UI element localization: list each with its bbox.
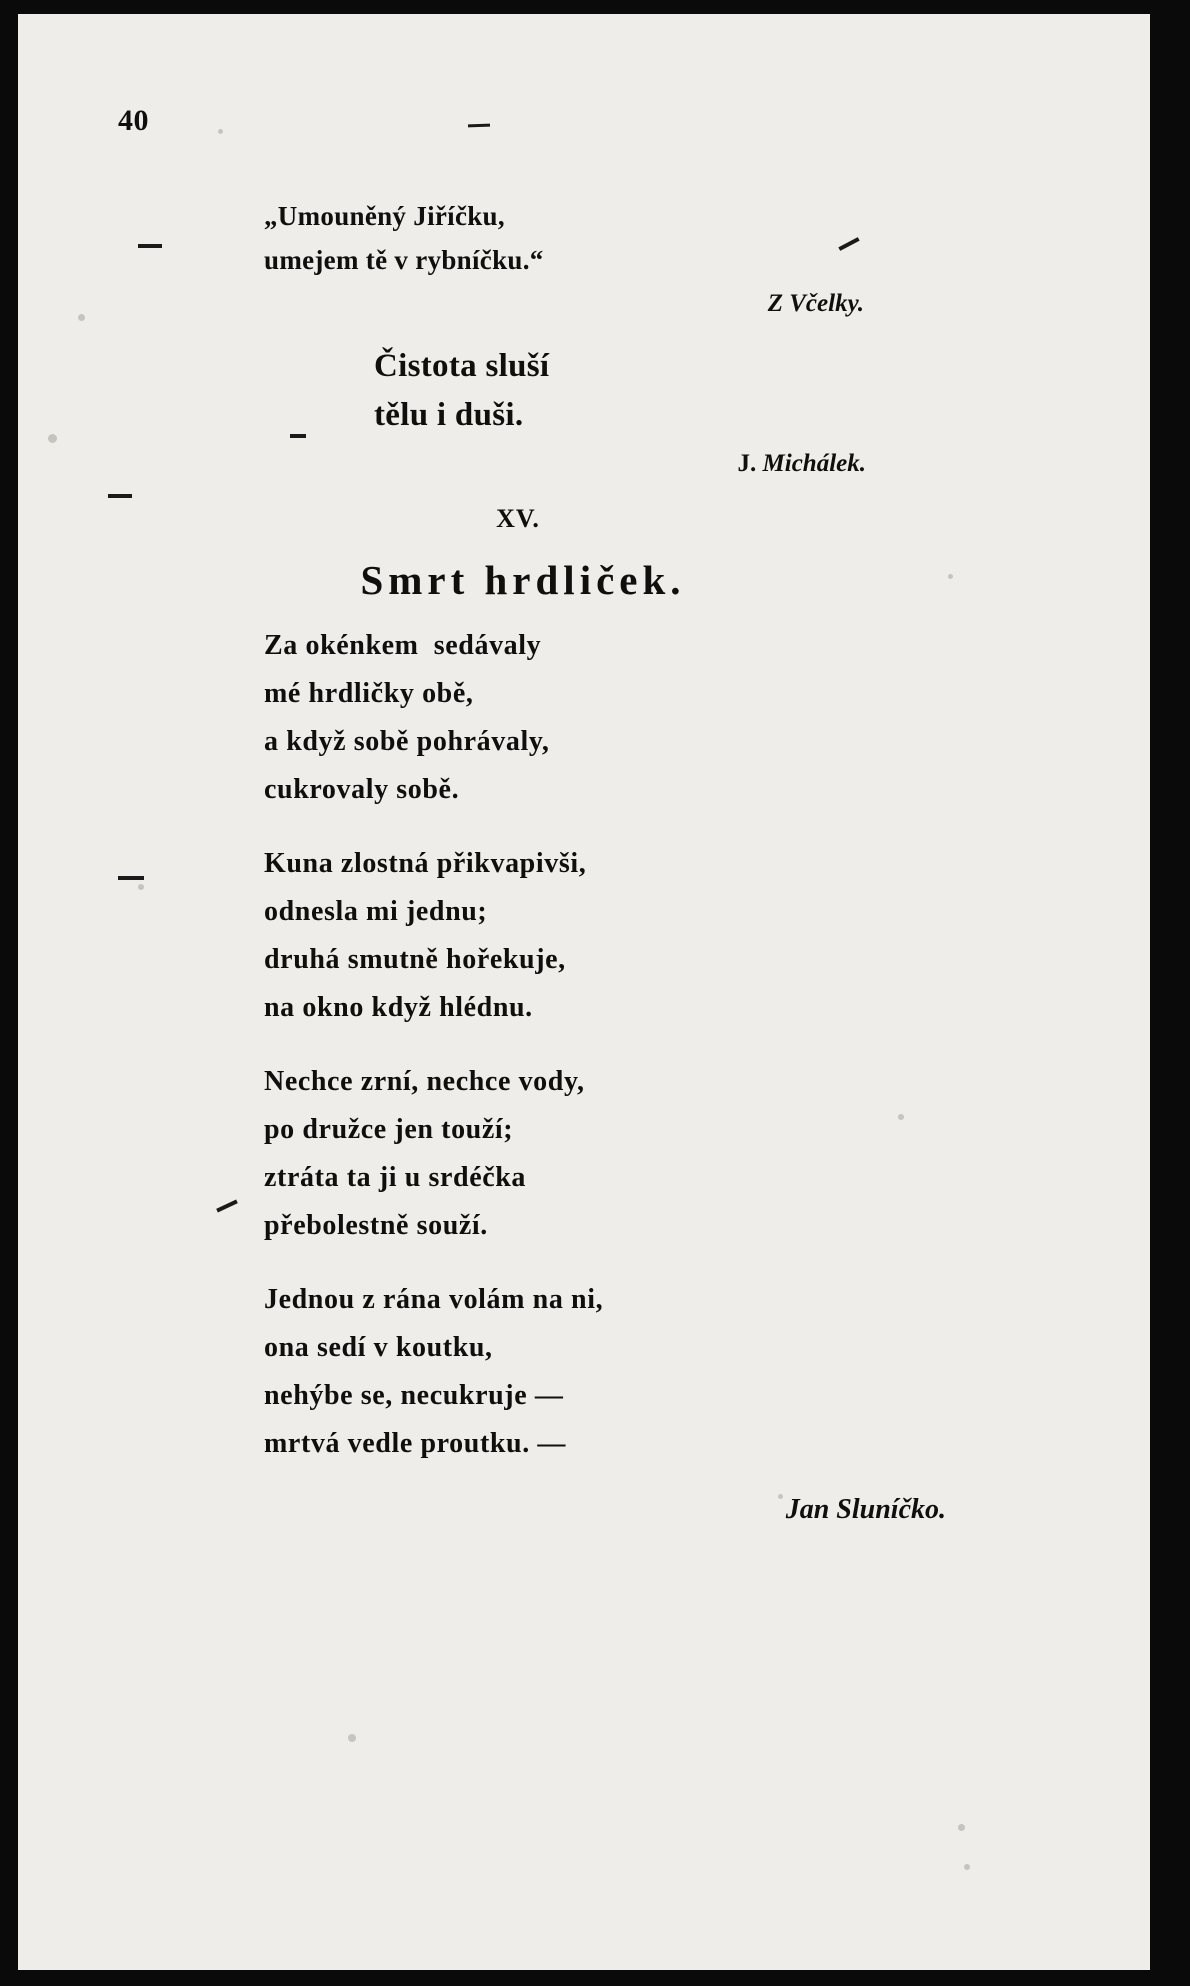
- epigraph-attribution: Z Včelky.: [767, 290, 864, 317]
- motto-attribution-initial: J.: [737, 450, 757, 477]
- paper-surface: [18, 14, 1150, 1970]
- stanza: [264, 840, 964, 1032]
- verse-line: mé hrdličky obě,: [264, 678, 474, 709]
- verse-line: Nechce zrní, nechce vody,: [264, 1066, 585, 1097]
- stanza: [264, 1058, 964, 1250]
- scan-border-bottom: [0, 1970, 1190, 1986]
- verse-line: druhá smutně hořekuje,: [264, 944, 566, 975]
- motto-attribution-name: Michálek.: [762, 450, 866, 477]
- epigraph-line: „Umouněný Jiříčku,: [264, 201, 505, 231]
- page-content: [18, 14, 1150, 1970]
- verse-line: mrtvá vedle proutku. —: [264, 1428, 567, 1459]
- verse-line: po družce jen touží;: [264, 1114, 514, 1145]
- verse-line: a když sobě pohrávaly,: [264, 726, 550, 757]
- poem-body: [264, 622, 964, 1526]
- motto-attribution: [264, 450, 884, 478]
- verse-line: přebolestně souží.: [264, 1210, 488, 1241]
- poem-attribution: Jan Sluníčko.: [785, 1494, 946, 1525]
- verse-line: na okno když hlédnu.: [264, 992, 533, 1023]
- scan-border-right: [1150, 0, 1190, 1986]
- verse-line: odnesla mi jednu;: [264, 896, 488, 927]
- verse-line: cukrovaly sobě.: [264, 774, 460, 805]
- verse-line: ztráta ta ji u srdéčka: [264, 1162, 527, 1193]
- verse-line: Jednou z rána volám na ni,: [264, 1284, 604, 1315]
- motto-line: Čistota sluší: [374, 348, 550, 384]
- stanza: [264, 1276, 964, 1468]
- poem-section-number: XV.: [496, 504, 540, 533]
- epigraph-line: umejem tě v rybníčku.“: [264, 245, 544, 275]
- poem-title: Smrt hrdliček.: [360, 557, 686, 603]
- verse-line: Za okénkem sedávaly: [264, 630, 542, 661]
- motto-line: tělu i duši.: [374, 397, 524, 433]
- scan-border-left: [0, 0, 18, 1986]
- page-number: 40: [118, 104, 149, 137]
- epigraph-block: [264, 194, 884, 318]
- verse-line: Kuna zlostná přikvapivši,: [264, 848, 587, 879]
- verse-line: ona sedí v koutku,: [264, 1332, 493, 1363]
- verse-line: nehýbe se, necukruje —: [264, 1380, 564, 1411]
- scan-border-top: [0, 0, 1190, 14]
- motto-block: [264, 342, 884, 478]
- stanza: [264, 622, 964, 814]
